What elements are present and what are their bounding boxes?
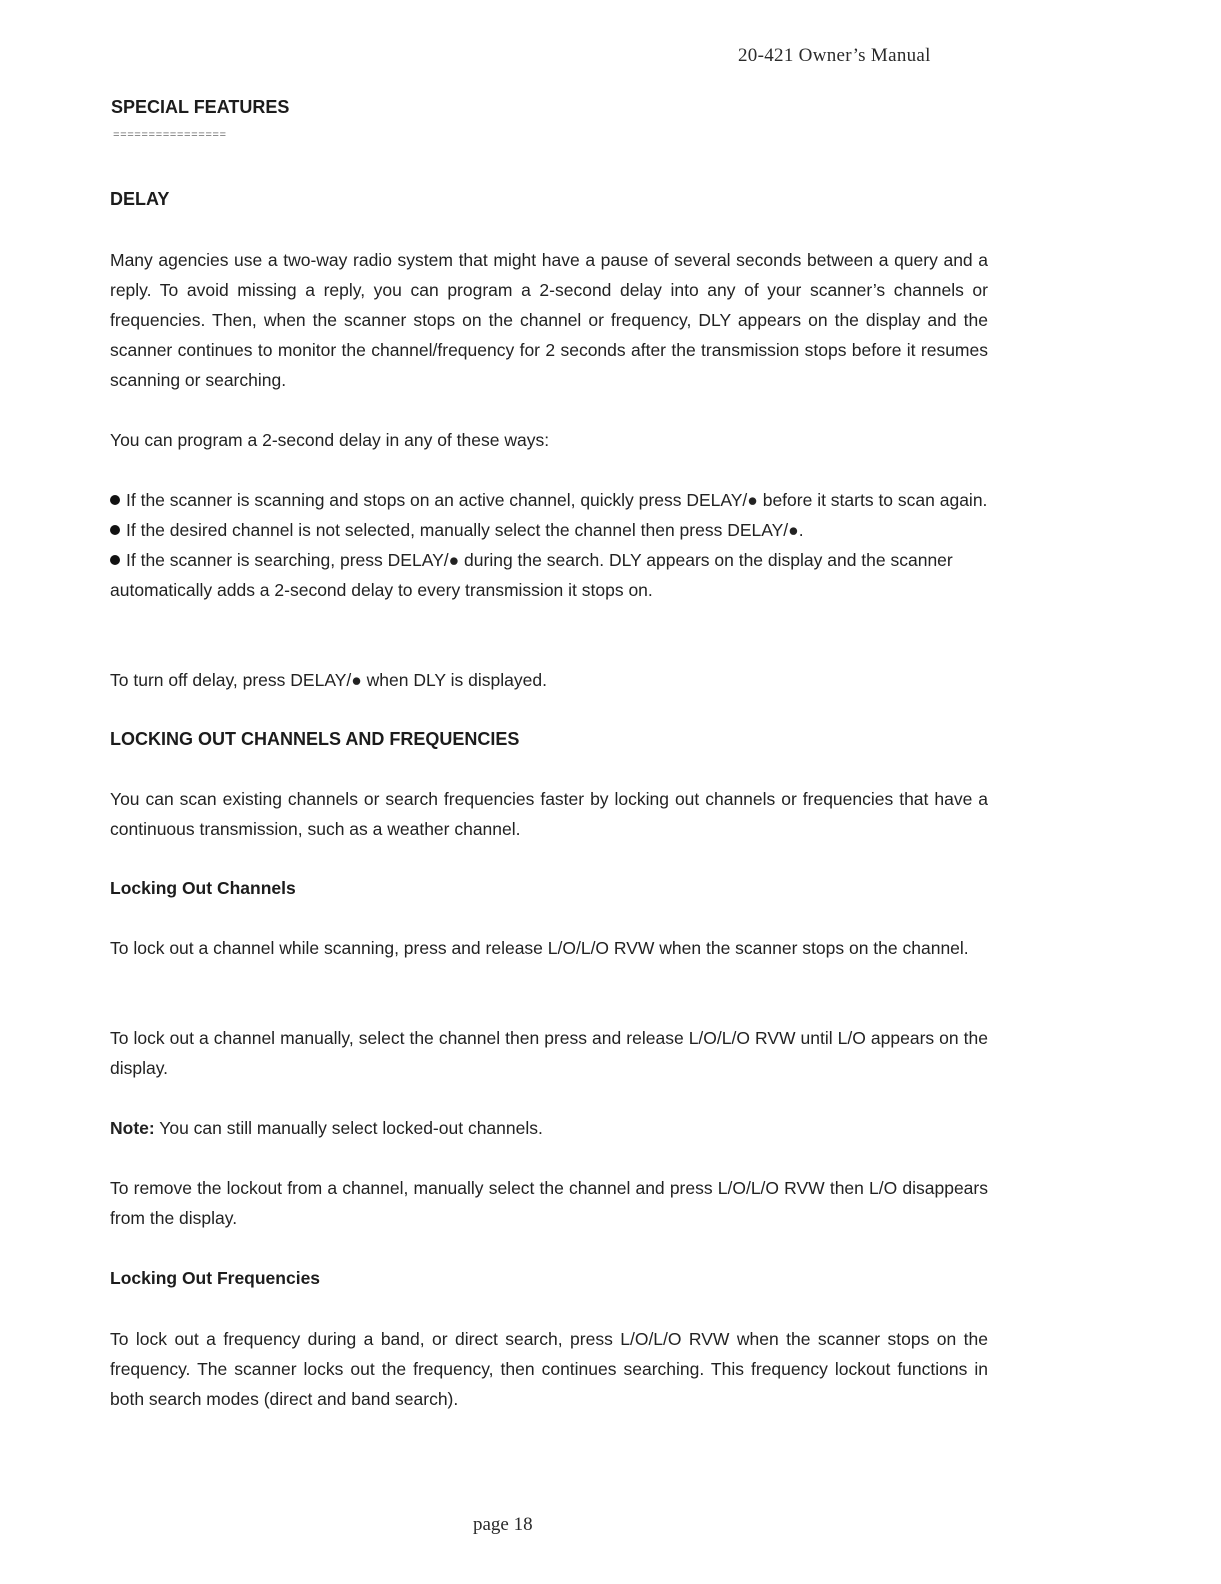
list-item-text: If the desired channel is not selected, manually select the channel then press DELAY/●.: [126, 520, 804, 540]
page-number: page 18: [473, 1514, 533, 1535]
bullet-icon: [110, 555, 120, 565]
lockout-intro-paragraph: You can scan existing channels or search frequencies faster by locking out channels or frequencies that have a continuous transmission, such as a weather channel.: [110, 789, 988, 839]
lock-channel-manual-paragraph: To lock out a channel manually, select the channel then press and release L/O/L/O RVW until L/O appears on the display.: [110, 1028, 988, 1078]
running-header: 20-421 Owner’s Manual: [738, 45, 931, 66]
bullet-icon: [110, 525, 120, 535]
locking-out-frequencies-heading: Locking Out Frequencies: [110, 1268, 321, 1288]
note-label: Note:: [110, 1118, 155, 1138]
locking-out-channels-heading: Locking Out Channels: [110, 878, 296, 898]
list-item: [110, 515, 988, 545]
page-title: SPECIAL FEATURES: [111, 97, 290, 117]
lockout-heading: LOCKING OUT CHANNELS AND FREQUENCIES: [110, 729, 520, 749]
delay-heading: DELAY: [110, 189, 170, 209]
bullet-icon: [110, 495, 120, 505]
list-item-text: If the scanner is scanning and stops on an active channel, quickly press DELAY/● before it starts to scan again.: [126, 490, 988, 510]
list-item: [110, 485, 988, 515]
delay-intro-paragraph: Many agencies use a two-way radio system that might have a pause of several seconds between a query and a reply. To avoid missing a reply, you can program a 2-second delay into any of your scanner’s channels or frequencies. Then, when the scanner stops on the channel or frequency, DLY appears on the display and the scanner continues to monitor the channel/frequency for 2 seconds after the transmission stops before it resumes scanning or searching.: [110, 250, 988, 390]
note-text: You can still manually select locked-out channels.: [154, 1118, 543, 1138]
note-paragraph: [110, 1113, 988, 1143]
list-item: [110, 545, 988, 605]
delay-turn-off-paragraph: To turn off delay, press DELAY/● when DLY is displayed.: [110, 670, 547, 690]
list-item-text: If the scanner is searching, press DELAY/● during the search. DLY appears on the display and the scanner automatically adds a 2-second delay to every transmission it stops on.: [110, 550, 953, 600]
title-underline: ================: [113, 130, 227, 142]
lock-frequency-paragraph: To lock out a frequency during a band, or direct search, press L/O/L/O RVW when the scanner stops on the frequency. The scanner locks out the frequency, then continues searching. This frequency lockout functions in both search modes (direct and band search).: [110, 1329, 988, 1409]
lock-channel-scanning-paragraph: To lock out a channel while scanning, press and release L/O/L/O RVW when the scanner stops on the channel.: [110, 938, 969, 958]
delay-methods-list: [110, 485, 988, 605]
delay-ways-intro: You can program a 2-second delay in any of these ways:: [110, 430, 550, 450]
remove-lockout-paragraph: To remove the lockout from a channel, manually select the channel and press L/O/L/O RVW then L/O disappears from the display.: [110, 1178, 988, 1228]
